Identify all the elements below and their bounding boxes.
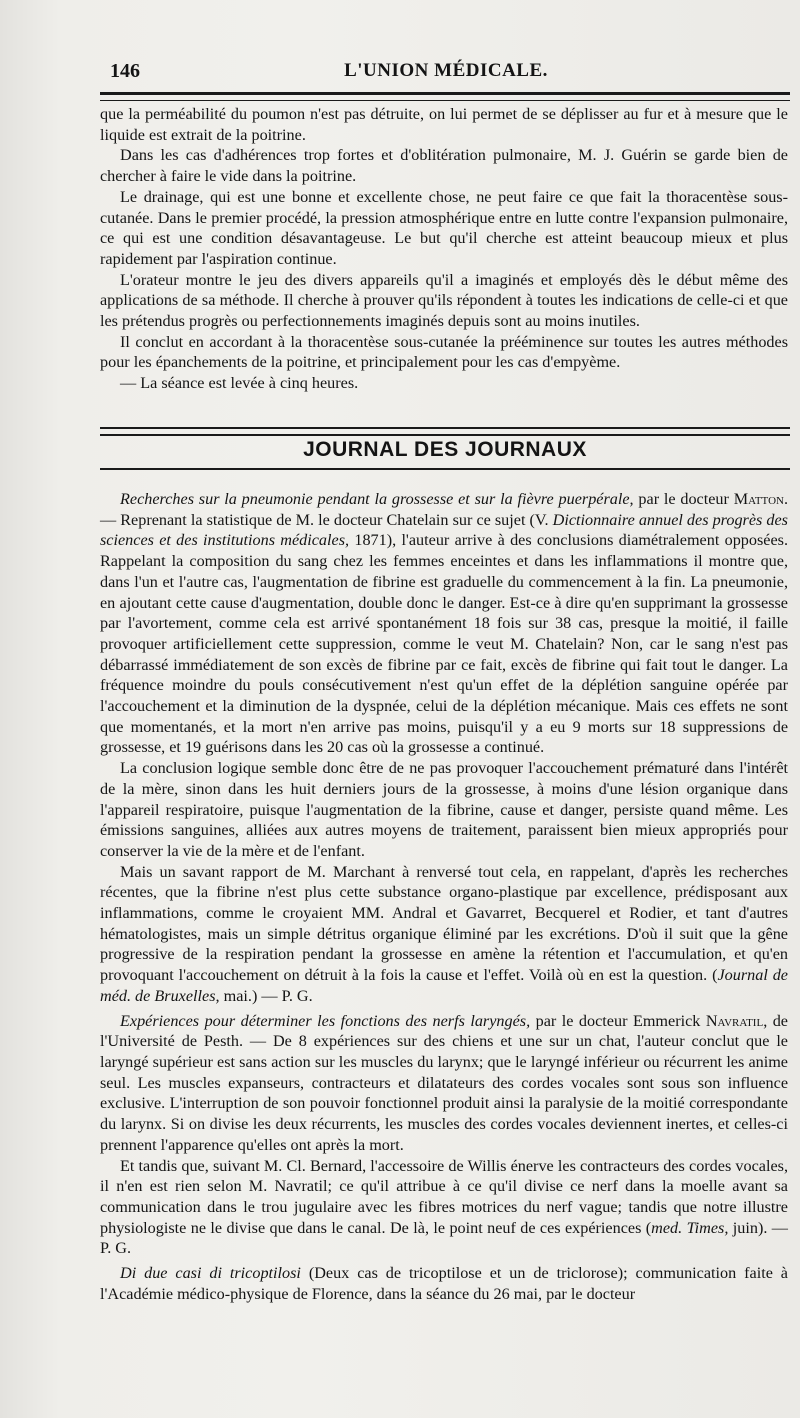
text: 1871), l'auteur arrive à des conclusions diamétralement opposées. Rappelant la composition du sang chez les femmes enceintes et dans les inflammations il montre que, dans l'un et l'autre cas, l'augmentation de fibrine est graduelle du commencement à la fin. La pneumonie, en ajoutant cette cause d'augmentation, double donc le danger. Est-ce à dire qu'en supprimant la grossesse par l'avortement, comme cela est arrivé spontanément 18 fois sur 38 cas, presque la moitié, il faille provoquer artificiellement cette suppression, comme le veut M. Chatelain? Non, car le sang n'est pas débarrassé immédiatement de son excès de fibrine par ce fait, excès de fibrine qui fait tout le danger. La fréquence moindre du pouls consécutivement n'est qu'un effet de la déplétion sanguine opérée par l'accouchement et la diminution de la dyspnée, celui de la déplétion mécanique. Mais ces effets ne sont que momentanés, et la mort n'en arrive pas moins, puisqu'il y a eu 9 morts sur 18 suppressions de grossesse, et 19 guérisons dans les 20 cas où la grossesse a continué. bbox=[100, 531, 788, 757]
running-title: L'UNION MÉDICALE. bbox=[344, 60, 548, 81]
page-header bbox=[110, 58, 782, 88]
paragraph: — La séance est levée à cinq heures. bbox=[120, 374, 359, 393]
continued-report bbox=[100, 104, 788, 394]
reference-title: Dictionnaire annuel des progrès des sciences et des institutions médicales, bbox=[100, 510, 788, 550]
section-divider bbox=[100, 427, 790, 436]
text: juin). — P. G. bbox=[100, 1218, 788, 1258]
header-rule bbox=[100, 92, 790, 101]
byline: par le docteur Emmerick bbox=[530, 1011, 706, 1030]
paragraph: L'orateur montre le jeu des divers appareils qu'il a imaginés et employés dès le début même des applications de sa méthode. Il cherche à prouver qu'ils répondent à toutes les indications de celle-ci et que les prétendus progrès ou perfectionnements imaginés depuis sont au moins inutiles. bbox=[100, 270, 788, 331]
text: (Deux cas de tricoptilose et un de triclorose); communication faite à l'Académie médico-physique de Florence, dans la séance du 26 mai, par le docteur bbox=[100, 1264, 788, 1303]
text: , de l'Université de Pesth. — De 8 expériences sur des chiens et une sur un chat, l'auteur conclut que le laryngé supérieur est sans action sur les muscles du larynx; que le laryngé inférieur ou récurrent les anime seul. Les muscles expanseurs, contracteurs et dilatateurs des cordes vocales sont sous son influence exclusive. L'interruption de son pouvoir fonctionnel produit ainsi la paralysie de la moitié correspondante du larynx. Si on divise les deux récurrents, les muscles des cordes vocales deviennent inertes, et celles-ci prennent l'apparence qu'elles ont après la mort. bbox=[100, 1011, 788, 1154]
paragraph bbox=[100, 862, 788, 1007]
paragraph: Dans les cas d'adhérences trop fortes et d'oblitération pulmonaire, M. J. Guérin se garde bien de chercher à faire le vide dans la poitrine. bbox=[100, 146, 788, 186]
source-title: Journal de méd. de Bruxelles, bbox=[100, 966, 788, 1005]
section-title: JOURNAL DES JOURNAUX bbox=[303, 438, 587, 461]
section-title-rule bbox=[100, 468, 790, 470]
article-title: Expériences pour déterminer les fonctions des nerfs laryngés, bbox=[120, 1011, 531, 1030]
paragraph: La conclusion logique semble donc être de ne pas provoquer l'accouchement prématuré dans l'intérêt de la mère, sinon dans les huit derniers jours de la grossesse, à moins d'une lésion organique dans l'appareil respiratoire, puisque l'augmentation de la fibrine, cause et danger, persiste quand même. Les émissions sanguines, alliées aux autres moyens de traitement, paraissent bien mieux appropriés pour conserver la vie de la mère et de l'enfant. bbox=[100, 759, 788, 860]
source-title: med. Times, bbox=[651, 1218, 729, 1237]
page-number: 146 bbox=[110, 60, 140, 82]
article-title: Recherches sur la pneumonie pendant la grossesse et sur la fièvre puerpérale, bbox=[120, 490, 634, 508]
article-navratil bbox=[100, 1011, 788, 1156]
article-title: Di due casi di tricoptilosi bbox=[120, 1264, 301, 1283]
paragraph: que la perméabilité du poumon n'est pas détruite, on lui permet de se déplisser au fur et à mesure que le liquide est extrait de la poitrine. bbox=[100, 105, 788, 144]
author-name: Matton bbox=[733, 490, 784, 508]
text: mai.) — P. G. bbox=[219, 986, 313, 1005]
byline: par le docteur bbox=[633, 490, 734, 508]
text: Et tandis que, suivant M. Cl. Bernard, l'accessoire de Willis énerve les contracteurs des cordes vocales, il n'en est rien selon M. Navratil; ce qu'il attribue à ce qu'il divise ce nerf dans la moelle avant sa communication dans le trou jugulaire avec les fibres motrices du nerf vague; tandis que notre illustre physiologiste ne le divise que dans le canal. De là, le point neuf de ces expériences ( bbox=[100, 1156, 788, 1237]
paragraph: Le drainage, qui est une bonne et excellente chose, ne peut faire ce que fait la thoracentèse sous-cutanée. Dans le premier procédé, la pression atmosphérique entre en lutte contre l'expansion pulmonaire, ce qui est une condition désavantageuse. Le but qu'il cherche est atteint beaucoup mieux et plus rapidement par l'aspiration continue. bbox=[100, 187, 788, 268]
journal-reviews bbox=[100, 489, 788, 1304]
article-matton bbox=[100, 489, 788, 758]
paragraph: Il conclut en accordant à la thoracentèse sous-cutanée la prééminence sur toutes les autres méthodes pour les épanchements de la poitrine, et principalement pour les cas d'empyème. bbox=[100, 332, 788, 372]
text: . — Reprenant la statistique de M. le docteur Chatelain sur ce sujet (V. bbox=[100, 490, 789, 529]
author-name: Navratil bbox=[705, 1011, 764, 1030]
article-tricoptilosi bbox=[100, 1263, 788, 1304]
text: Mais un savant rapport de M. Marchant à renversé tout cela, en rappelant, d'après les recherches récentes, que la fibrine n'est plus cette substance organo-plastique par excellence, prédisposant aux inflammations, comme le croyaient MM. Andral et Gavarret, Becquerel et Rodier, et tant d'autres hématologistes, mais un simple détritus organique éliminé par les excrétions. D'où il suit que la gêne progressive de la respiration pendant la grossesse en amène la rétention et l'accumulation, et qu'en provoquant l'accouchement on détruit à la fois la cause et l'effet. Voilà où en est la question. ( bbox=[100, 862, 788, 985]
paragraph bbox=[100, 1156, 788, 1260]
